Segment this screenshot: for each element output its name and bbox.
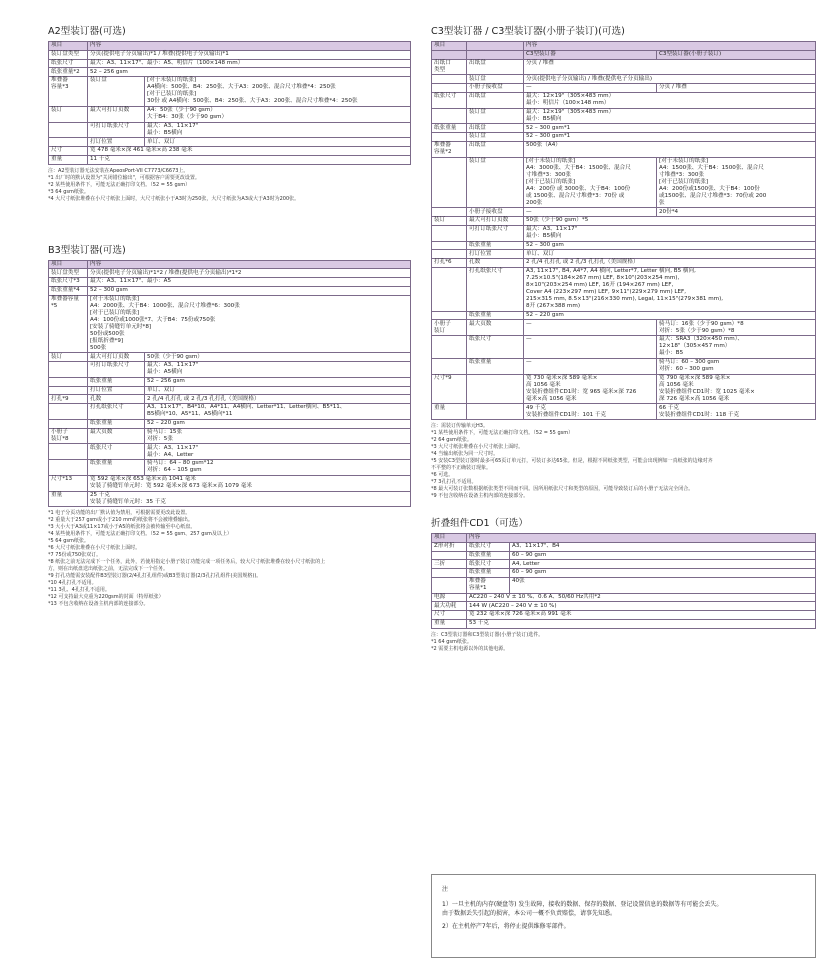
a2-section (48, 26, 411, 203)
row-value-booklet: 骑马订：60 – 300 gsm 对折：60 – 300 gsm (657, 358, 816, 374)
row-value-finisher: — (524, 208, 657, 217)
row-label (49, 404, 88, 420)
row-label (49, 122, 88, 138)
table-row (49, 147, 411, 156)
table-row (432, 124, 816, 133)
row-sublabel: 装订盘 (467, 133, 524, 142)
table-row (49, 419, 411, 428)
row-label (432, 108, 467, 124)
row-sublabel: 打订位置 (467, 250, 524, 259)
row-sublabel: 纸张重量 (88, 377, 145, 386)
table-row (432, 577, 816, 593)
table-row (49, 68, 411, 77)
row-label (49, 460, 88, 476)
table-row (432, 84, 816, 93)
row-value-finisher: — (524, 320, 657, 336)
row-sublabel: 纸张重量 (88, 460, 145, 476)
row-value-finisher: — (524, 358, 657, 374)
table-row (432, 602, 816, 611)
table-row (432, 241, 816, 250)
row-value-booklet: 宽 790 毫米×深 589 毫米× 高 1056 毫米 安装折叠组件CD1时：宽 1025 毫米× 深 726 毫米×高 1056 毫米 (657, 374, 816, 404)
row-label: Z形对折 (432, 542, 467, 551)
row-value-finisher: — (524, 336, 657, 359)
row-label: 重量 (432, 404, 467, 420)
notice-item-1: 1）一旦主机的内存(硬盘等) 发生故障，接收的数据、保存的数据、登记设置信息的数据等有可能会丢失。 由于数据丢失引起的损害，本公司一概不负责赔偿，请事先知悉。 (442, 901, 723, 917)
row-sublabel: 装订盘 (467, 157, 524, 208)
row-sublabel: 可打订纸张尺寸 (88, 362, 145, 378)
notice-title: 注 (442, 886, 449, 893)
row-sublabel: 最大可打订页数 (88, 106, 145, 122)
row-sublabel: 孔数 (467, 259, 524, 268)
table-row (432, 92, 816, 108)
a2-header-item: 项目 (49, 41, 88, 50)
table-row (432, 259, 816, 268)
b3-section (48, 245, 411, 609)
b3-header-item: 项目 (49, 260, 88, 269)
row-value-booklet: 66 千克 安装折叠组件CD1时：118 千克 (657, 404, 816, 420)
table-row (432, 569, 816, 578)
row-value: 单订、双订 (145, 386, 411, 395)
row-value: 52 – 300 gsm (88, 286, 411, 295)
table-row (432, 374, 816, 404)
row-value: 单订、双订 (145, 138, 411, 147)
row-value-finisher: 宽 730 毫米×深 589 毫米× 高 1056 毫米 安装折叠组件CD1时：宽 965 毫米×深 726 毫米×高 1056 毫米 (524, 374, 657, 404)
row-label (432, 157, 467, 208)
row-value: A3, 11×17", B4, A4*7, A4 横向, Letter*7, Letter 横向, B5 横向, 7.25×10.5"(184×267 mm) LEF, 8×10"(203×254 mm), 8×10"(203×254 mm) LEF, 16开 (194×267 mm) LEF, Cover A4 (223×297 mm) LEF, 9×11"(229×279 mm) LEF, 215×315 mm, 8.5×13"(216×330 mm), Legal, 11×15"(279×381 mm), 8开 (267×388 mm) (524, 267, 816, 311)
row-value: 52 – 220 gsm (524, 311, 816, 320)
row-label (432, 75, 467, 84)
table-row (49, 386, 411, 395)
row-sublabel: 小册子接收盘 (467, 84, 524, 93)
a2-notes: 注：A2型装订器无法安装在ApeosPort-VII C7773/C6673上。 *1 出厂时的默认设置为"关闭错位输出"，可根据客户需要更改设置。 *2 某些使用条件下，可能无法正确打印文档。（52 = 55 gsm） *3 64 gsm纸张。 *4 大尺寸纸张堆叠在小尺寸纸张上面时，大尺寸纸张小于A3时为250张，大尺寸纸张为A3或大于A3时为200张。 (48, 167, 300, 202)
table-row (49, 138, 411, 147)
row-value-finisher: — (524, 84, 657, 93)
row-label (432, 551, 467, 560)
row-value: 2 孔/4 孔打孔 或 2 孔/3 孔打孔（美国规格） (524, 259, 816, 268)
table-row (432, 542, 816, 551)
row-label: 重量 (432, 619, 467, 628)
row-value: A4：50张（少于90 gsm） 大于B4：30张（少于90 gsm） (145, 106, 411, 122)
row-label: 装订 (49, 353, 88, 362)
row-label (432, 311, 467, 320)
row-label (432, 358, 467, 374)
row-label (49, 362, 88, 378)
table-row (49, 50, 411, 59)
a2-title: A2型装订器(可选) (48, 26, 126, 37)
c3-header-item: 项目 (432, 41, 467, 50)
row-value: 最大：A3、11×17" 最小：A5横向 (145, 362, 411, 378)
row-label (432, 569, 467, 578)
row-value: 52 – 256 gsm (88, 68, 411, 77)
table-row (432, 250, 816, 259)
row-value: [对于未装订的纸张] A4：2000张、大于B4：1000张、混合尺寸堆叠*6：300张 [对于已装订的纸张] A4：100份或1000张*7、大于B4：75份或750张 [安装了骑缝钉单元时*8] 50份或500张 [报纸折叠*9] 500张 (88, 295, 411, 353)
row-sublabel: 纸张重量 (467, 551, 510, 560)
row-label: 装订 (432, 217, 467, 226)
row-sublabel: 纸张尺寸 (467, 560, 510, 569)
row-sublabel: 纸张尺寸 (88, 444, 145, 460)
cd1-title: 折叠组件CD1（可选） (431, 517, 528, 529)
table-row (432, 217, 816, 226)
row-value-finisher: 49 千克 安装折叠组件CD1时：101 千克 (524, 404, 657, 420)
row-label: 小册子 装订*8 (49, 428, 88, 444)
table-row (432, 358, 816, 374)
table-row (432, 336, 816, 359)
row-label (432, 208, 467, 217)
row-sublabel: 可打订纸张尺寸 (88, 122, 145, 138)
row-value: 40张 (510, 577, 816, 593)
row-label (432, 84, 467, 93)
row-label (432, 577, 467, 593)
row-value: 最大：12×19"（305×483 mm） 最小：明信片（100×148 mm） (524, 92, 816, 108)
row-sublabel: 装订盘 (467, 75, 524, 84)
row-label (432, 133, 467, 142)
b3-title: B3型装订器(可选) (48, 244, 126, 256)
row-sublabel: 装订盘 (88, 77, 145, 107)
table-row (49, 475, 411, 491)
table-row (432, 157, 816, 208)
table-row (49, 404, 411, 420)
row-value: A3、11×17"、B4*10、A4*11、A4横向、Letter*11、Letter横向、B5*11、 B5横向*10、A5*11、A5横向*11 (145, 404, 411, 420)
row-value: 2 孔/4 孔打孔 或 2 孔/3 孔打孔（美国规格） (145, 395, 411, 404)
row-value: A3、11×17"、B4 (510, 542, 816, 551)
row-label: 尺寸 (49, 147, 88, 156)
row-label (432, 250, 467, 259)
row-label: 三折 (432, 560, 467, 569)
row-value: 60 – 90 gsm (510, 569, 816, 578)
a2-table-body (49, 50, 411, 164)
row-value: 分页(提供电子分页输出)*1 / 堆叠(提供电子分页输出)*1 (88, 50, 411, 59)
row-sublabel (467, 374, 524, 404)
row-value: 分页 / 堆叠 (524, 59, 816, 75)
row-sublabel: 最大页数 (467, 320, 524, 336)
row-label: 出纸口 类型 (432, 59, 467, 75)
table-row (49, 460, 411, 476)
row-label: 重量 (49, 491, 88, 507)
row-value-booklet: 20份*4 (657, 208, 816, 217)
row-sublabel: 打订位置 (88, 138, 145, 147)
table-row (49, 491, 411, 507)
row-value: AC220 – 240 V ± 10 %、0.6 A、50/60 Hz共用*2 (467, 593, 816, 602)
row-label: 装订盘类型 (49, 269, 88, 278)
cd1-section (431, 518, 816, 653)
table-row (432, 108, 816, 124)
row-label (432, 225, 467, 241)
a2-table (48, 41, 411, 165)
row-label: 纸张尺寸*3 (49, 278, 88, 287)
row-sublabel: 装订盘 (467, 108, 524, 124)
table-row (432, 560, 816, 569)
row-sublabel: 孔数 (88, 395, 145, 404)
row-label: 重量 (49, 155, 88, 164)
row-value: 最大：A3、11×17"、最小：A5 (88, 278, 411, 287)
row-label: 装订盘类型 (49, 50, 88, 59)
row-label: 堆叠器 容量*2 (432, 141, 467, 157)
row-label: 尺寸 (432, 611, 467, 620)
row-sublabel: 小册子接收盘 (467, 208, 524, 217)
table-row (49, 395, 411, 404)
row-value: 宽 232 毫米×深 726 毫米×高 991 毫米 (467, 611, 816, 620)
table-row (49, 59, 411, 68)
row-sublabel: 最大可打订页数 (467, 217, 524, 226)
b3-table-body (49, 269, 411, 507)
table-row (432, 311, 816, 320)
cd1-header-content: 内容 (467, 533, 816, 542)
row-value: 52 – 300 gsm*1 (524, 124, 816, 133)
notice-item-2: 2）在主机停产7年后，将停止提供维修零部件。 (442, 923, 570, 930)
table-row (49, 428, 411, 444)
row-sublabel: 纸张重量 (467, 241, 524, 250)
table-row (49, 122, 411, 138)
table-row (49, 377, 411, 386)
table-row (432, 611, 816, 620)
c3-subheader-booklet: C3型装订器(小册子装订) (657, 50, 816, 59)
row-value: [对于未装订的纸张] A4横向：500张、B4：250张、大于A3：200张、混合尺寸堆叠*4：250张 [对于已装订的纸张] 30份 或 A4横向：500张、B4：250张、大于A3：200张、混合尺寸堆叠*4：250张 (145, 77, 411, 107)
row-sublabel: 出纸盘 (467, 124, 524, 133)
row-value: 52 – 300 gsm*1 (524, 133, 816, 142)
row-sublabel: 出纸盘 (467, 141, 524, 157)
row-sublabel: 最大可打订页数 (88, 353, 145, 362)
row-label (49, 377, 88, 386)
row-value: 分页(提供电子分页输出) / 堆叠(提供电子分页输出) (524, 75, 816, 84)
table-row (432, 267, 816, 311)
row-value: 最大：A3、11×17" 最小：A4、Letter (145, 444, 411, 460)
row-label (49, 138, 88, 147)
row-value: 53 千克 (467, 619, 816, 628)
c3-section (431, 26, 816, 500)
c3-subheader-blank2 (467, 50, 524, 59)
row-sublabel (467, 404, 524, 420)
left-column (48, 26, 411, 616)
table-row (49, 286, 411, 295)
row-sublabel: 打孔纸张尺寸 (88, 404, 145, 420)
a2-header-content: 内容 (88, 41, 411, 50)
row-label (432, 267, 467, 311)
table-row (49, 295, 411, 353)
row-label: 堆叠器容量*5 (49, 295, 88, 353)
c3-title: C3型装订器 / C3型装订器(小册子装订)(可选) (431, 26, 625, 37)
row-sublabel: 最大页数 (88, 428, 145, 444)
row-value: 最大：12×19"（305×483 mm） 最小：B5横向 (524, 108, 816, 124)
row-value-booklet: 最大：SRA3（320×450 mm）、 12×18"（305×457 mm） 最小：B5 (657, 336, 816, 359)
row-label (49, 444, 88, 460)
row-label: 装订 (49, 106, 88, 122)
c3-subheader-blank1 (432, 50, 467, 59)
row-label: 纸张重量 (432, 124, 467, 133)
row-value-finisher: [对于未装订的纸张] A4：3000张、大于B4：1500张、混合尺 寸堆叠*3：300张 [对于已装订的纸张] A4：200份 或 3000张、大于B4：100份 或 1500张、混合尺寸堆叠*3：70份 或 200张 (524, 157, 657, 208)
table-row (49, 444, 411, 460)
row-label (432, 241, 467, 250)
cd1-header-item: 项目 (432, 533, 467, 542)
c3-notes: 注：需装订传输单元H3。 *1 某些使用条件下，可能无法正确打印文档。（52 = 55 gsm） *2 64 gsm纸张。 *3 大尺寸纸张堆叠在小尺寸纸张上面时。 *4 当输出纸张为同一尺寸时。 *5 安装C3型装订器时最多可65页订单元打，可装订多达65张。但是，根据不同纸张类型，可能会出现例如一真纸张的边缘对齐 不平整的不正确装订现象。 *6 可选。 *7 3孔打孔不适用。 *8 最大可装订张数根据纸张类型不同而不同。因所用纸张尺寸和类型的原因，可能导致装订后的小册子无法完全闭合。 *9 不包含收纳在设备主机内部的连接部分。 (431, 422, 713, 499)
row-value: 52 – 300 gsm (524, 241, 816, 250)
row-sublabel: 打孔纸张尺寸 (467, 267, 524, 311)
row-label: 打孔*9 (49, 395, 88, 404)
row-value-booklet: 分页 / 堆叠 (657, 84, 816, 93)
table-row (432, 141, 816, 157)
row-label (49, 419, 88, 428)
table-row (49, 77, 411, 107)
cd1-table (431, 533, 816, 629)
cd1-notes: 注：C3型装订器和C3型装订器(小册子装订)选件。 *1 64 gsm纸张。 *2 需要主机电源以外的其他电源。 (431, 631, 544, 652)
row-value: 骑马订：15张 对折：5张 (145, 428, 411, 444)
row-label: 尺寸*13 (49, 475, 88, 491)
table-row (432, 404, 816, 420)
table-row (432, 75, 816, 84)
row-value-booklet: [对于未装订的纸张] A4：1500张、大于B4：1500张、混合尺 寸堆叠*3：300张 [对于已装订的纸张] A4：200份或1500张、大于B4：100份 或1500张、混合尺寸堆叠*3：70份或 200 张 (657, 157, 816, 208)
table-row (49, 269, 411, 278)
cd1-table-body (432, 542, 816, 628)
table-row (49, 278, 411, 287)
row-label: 电源 (432, 593, 467, 602)
row-value: 骑马订：64 – 80 gsm*12 对折：64 – 105 gsm (145, 460, 411, 476)
b3-notes: *1 电子分页功能的出厂默认值为禁用，可根据需要更改此设置。 *2 重量大于257 gsm或小于210 mm的纸张将不会被堆叠输出。 *3 大小大于A3或11×17或小于A5的纸张将会被传输至中心纸盘。 *4 某些使用条件下，可能无法正确打印文档。（52 = 55 gsm、257 gsm及以上） *5 64 gsm纸张。 *6 大尺寸纸张堆叠在小尺寸纸张上面时。 *7 75份或750张双订。 *8 纸张之前无法完成下一个任务，此外，若使用指定小册子装订功能完成一项任务后，较大尺寸纸张堆叠在较小尺寸纸张的上 方，则在出纸盘送出纸张之前，无法完成下一个任务。 *9 打孔功能需安装配件B3型装订器(2/4孔打孔组件)或B3型装订器(2/3孔打孔组件(美国规格))。 *10 4孔打孔不适用。 *11 3孔、4孔打孔不适用。 *12 可支持最大克重为220gsm的封面（特厚纸张） *13 不包含收纳在设备主机内部的连接部分。 (48, 510, 326, 608)
row-value: 宽 592 毫米×深 653 毫米×高 1041 毫米 安装了骑缝钉单元时：宽 592 毫米×深 673 毫米×高 1079 毫米 (88, 475, 411, 491)
row-value: 最大：A3、11×17" 最小：B5横向 (524, 225, 816, 241)
row-value: 宽 478 毫米×深 461 毫米×高 238 毫米 (88, 147, 411, 156)
row-value: 最大：A3、11×17" 最小：B5横向 (145, 122, 411, 138)
notice-box (431, 874, 816, 958)
row-label: 纸张重量*2 (49, 68, 88, 77)
row-sublabel: 纸张重量 (467, 358, 524, 374)
row-sublabel: 纸张重量 (467, 569, 510, 578)
row-sublabel: 纸张尺寸 (467, 336, 524, 359)
row-sublabel: 纸张尺寸 (467, 542, 510, 551)
row-sublabel: 可打订纸张尺寸 (467, 225, 524, 241)
row-label: 最大功耗 (432, 602, 467, 611)
row-value: 52 – 256 gsm (145, 377, 411, 386)
right-column (431, 26, 816, 661)
row-label: 小册子 装订 (432, 320, 467, 336)
table-row (432, 225, 816, 241)
c3-subheader-finisher: C3型装订器 (524, 50, 657, 59)
b3-table (48, 260, 411, 508)
row-label (49, 386, 88, 395)
row-value: 60 – 90 gsm (510, 551, 816, 560)
row-sublabel: 堆叠器 容量*1 (467, 577, 510, 593)
c3-header-content: 内容 (524, 41, 816, 50)
row-value: 500张（A4） (524, 141, 816, 157)
row-value: 144 W (AC220 – 240 V ± 10 %) (467, 602, 816, 611)
table-row (432, 208, 816, 217)
row-value: 单订、双订 (524, 250, 816, 259)
row-value: 50张（少于90 gsm） (145, 353, 411, 362)
row-sublabel: 出纸盘 (467, 92, 524, 108)
row-value: 分页(提供电子分页输出)*1*2 / 堆叠(提供电子分页输出)*1*2 (88, 269, 411, 278)
table-row (432, 59, 816, 75)
b3-header-content: 内容 (88, 260, 411, 269)
table-row (432, 619, 816, 628)
row-label: 堆叠器 容量*3 (49, 77, 88, 107)
table-row (49, 362, 411, 378)
row-label: 打孔*6 (432, 259, 467, 268)
row-value: A4, Letter (510, 560, 816, 569)
c3-table (431, 41, 816, 420)
row-value: 11 千克 (88, 155, 411, 164)
row-value: 50张（少于90 gsm）*5 (524, 217, 816, 226)
table-row (432, 320, 816, 336)
row-value-booklet: 骑马订：16张（少于90 gsm）*8 对折：5张（少于90 gsm）*8 (657, 320, 816, 336)
table-row (49, 353, 411, 362)
row-sublabel: 纸张重量 (467, 311, 524, 320)
table-row (432, 133, 816, 142)
table-row (49, 106, 411, 122)
row-label: 纸张尺寸 (49, 59, 88, 68)
row-value: 52 – 220 gsm (145, 419, 411, 428)
row-sublabel: 出纸盘 (467, 59, 524, 75)
row-label: 纸张重量*4 (49, 286, 88, 295)
table-row (432, 551, 816, 560)
row-sublabel: 打订位置 (88, 386, 145, 395)
row-label: 尺寸*9 (432, 374, 467, 404)
row-label: 纸张尺寸 (432, 92, 467, 108)
row-value: 最大：A3、11×17"、最小：A5、明信片（100×148 mm） (88, 59, 411, 68)
row-value: 25 千克 安装了骑缝钉单元时：35 千克 (88, 491, 411, 507)
row-sublabel: 纸张重量 (88, 419, 145, 428)
table-row (432, 593, 816, 602)
c3-table-body (432, 59, 816, 419)
table-row (49, 155, 411, 164)
row-label (432, 336, 467, 359)
c3-header-blank (467, 41, 524, 50)
